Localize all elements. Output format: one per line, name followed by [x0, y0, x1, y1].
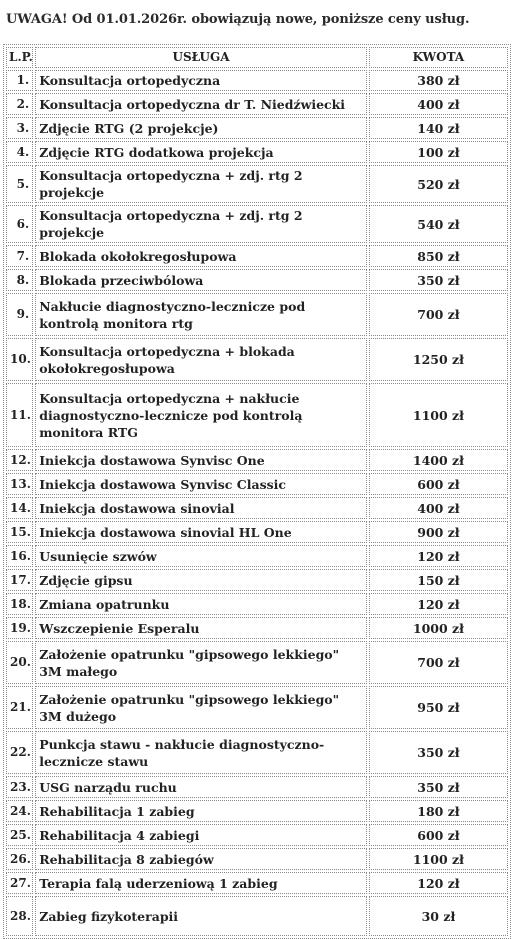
price-table-body — [6, 70, 508, 936]
row-amount: 950 zł — [369, 686, 508, 729]
row-service: Nakłucie diagnostyczno-lecznicze pod kontrolą monitora rtg — [35, 293, 367, 336]
row-amount: 350 zł — [369, 776, 508, 798]
row-amount: 100 zł — [369, 141, 508, 163]
row-lp: 13. — [6, 473, 33, 495]
row-amount: 380 zł — [369, 70, 508, 91]
row-lp: 1. — [6, 70, 33, 91]
row-amount: 400 zł — [369, 497, 508, 519]
price-notice: UWAGA! Od 01.01.2026r. obowiązują nowe, poniższe ceny usług. — [6, 12, 470, 27]
row-lp: 14. — [6, 497, 33, 519]
row-amount: 700 zł — [369, 641, 508, 684]
row-service: Założenie opatrunku "gipsowego lekkiego" 3M dużego — [35, 686, 367, 729]
row-service: Konsultacja ortopedyczna dr T. Niedźwiecki — [35, 93, 367, 115]
table-row — [6, 617, 508, 639]
row-amount: 400 zł — [369, 93, 508, 115]
table-row — [6, 165, 508, 203]
row-lp: 9. — [6, 293, 33, 336]
row-service: USG narządu ruchu — [35, 776, 367, 798]
table-row — [6, 205, 508, 243]
row-lp: 27. — [6, 872, 33, 894]
table-row — [6, 521, 508, 543]
table-row — [6, 117, 508, 139]
row-amount: 900 zł — [369, 521, 508, 543]
row-lp: 7. — [6, 245, 33, 267]
row-lp: 4. — [6, 141, 33, 163]
row-amount: 520 zł — [369, 165, 508, 203]
table-row — [6, 70, 508, 91]
row-service: Zdjęcie gipsu — [35, 569, 367, 591]
row-service: Iniekcja dostawowa sinovial — [35, 497, 367, 519]
row-lp: 5. — [6, 165, 33, 203]
table-row — [6, 824, 508, 846]
table-row — [6, 776, 508, 798]
row-service: Konsultacja ortopedyczna + blokada okołokregosłupowa — [35, 338, 367, 381]
row-lp: 18. — [6, 593, 33, 615]
row-lp: 11. — [6, 383, 33, 447]
row-lp: 21. — [6, 686, 33, 729]
row-amount: 120 zł — [369, 872, 508, 894]
row-service: Konsultacja ortopedyczna + zdj. rtg 2 projekcje — [35, 205, 367, 243]
table-row — [6, 569, 508, 591]
table-row — [6, 593, 508, 615]
row-lp: 22. — [6, 731, 33, 774]
row-amount: 600 zł — [369, 824, 508, 846]
table-row — [6, 800, 508, 822]
table-row — [6, 473, 508, 495]
header-service: USŁUGA — [35, 47, 367, 68]
table-row — [6, 731, 508, 774]
price-table — [3, 44, 511, 939]
table-row — [6, 338, 508, 381]
row-service: Rehabilitacja 1 zabieg — [35, 800, 367, 822]
table-row — [6, 848, 508, 870]
row-amount: 120 zł — [369, 593, 508, 615]
row-lp: 12. — [6, 449, 33, 471]
table-header-row — [6, 47, 508, 68]
row-service: Zdjęcie RTG (2 projekcje) — [35, 117, 367, 139]
row-service: Usunięcie szwów — [35, 545, 367, 567]
table-row — [6, 545, 508, 567]
row-lp: 2. — [6, 93, 33, 115]
row-service: Konsultacja ortopedyczna + nakłucie diagnostyczno-lecznicze pod kontrolą monitora RTG — [35, 383, 367, 447]
table-row — [6, 641, 508, 684]
row-lp: 19. — [6, 617, 33, 639]
row-amount: 1100 zł — [369, 383, 508, 447]
row-amount: 350 zł — [369, 269, 508, 291]
row-amount: 1400 zł — [369, 449, 508, 471]
row-amount: 600 zł — [369, 473, 508, 495]
header-lp: L.P. — [6, 47, 33, 68]
row-service: Konsultacja ortopedyczna + zdj. rtg 2 projekcje — [35, 165, 367, 203]
row-service: Założenie opatrunku "gipsowego lekkiego" 3M małego — [35, 641, 367, 684]
row-lp: 15. — [6, 521, 33, 543]
row-amount: 1250 zł — [369, 338, 508, 381]
row-service: Rehabilitacja 4 zabiegi — [35, 824, 367, 846]
row-lp: 10. — [6, 338, 33, 381]
row-amount: 540 zł — [369, 205, 508, 243]
table-row — [6, 872, 508, 894]
row-amount: 1100 zł — [369, 848, 508, 870]
row-lp: 6. — [6, 205, 33, 243]
row-service: Blokada okołokregosłupowa — [35, 245, 367, 267]
row-service: Zmiana opatrunku — [35, 593, 367, 615]
row-lp: 20. — [6, 641, 33, 684]
row-amount: 700 zł — [369, 293, 508, 336]
row-service: Terapia falą uderzeniową 1 zabieg — [35, 872, 367, 894]
row-service: Zabieg fizykoterapii — [35, 896, 367, 936]
row-lp: 8. — [6, 269, 33, 291]
table-row — [6, 245, 508, 267]
row-service: Blokada przeciwbólowa — [35, 269, 367, 291]
table-row — [6, 896, 508, 936]
table-row — [6, 686, 508, 729]
table-row — [6, 293, 508, 336]
row-lp: 23. — [6, 776, 33, 798]
table-row — [6, 93, 508, 115]
row-service: Iniekcja dostawowa Synvisc Classic — [35, 473, 367, 495]
row-service: Zdjęcie RTG dodatkowa projekcja — [35, 141, 367, 163]
table-row — [6, 497, 508, 519]
row-amount: 850 zł — [369, 245, 508, 267]
row-amount: 150 zł — [369, 569, 508, 591]
row-amount: 120 zł — [369, 545, 508, 567]
row-service: Wszczepienie Esperalu — [35, 617, 367, 639]
header-amount: KWOTA — [369, 47, 508, 68]
row-lp: 28. — [6, 896, 33, 936]
row-service: Iniekcja dostawowa sinovial HL One — [35, 521, 367, 543]
row-service: Punkcja stawu - nakłucie diagnostyczno-lecznicze stawu — [35, 731, 367, 774]
row-lp: 17. — [6, 569, 33, 591]
table-row — [6, 269, 508, 291]
row-service: Konsultacja ortopedyczna — [35, 70, 367, 91]
row-service: Rehabilitacja 8 zabiegów — [35, 848, 367, 870]
row-lp: 26. — [6, 848, 33, 870]
table-row — [6, 449, 508, 471]
row-service: Iniekcja dostawowa Synvisc One — [35, 449, 367, 471]
row-amount: 1000 zł — [369, 617, 508, 639]
row-lp: 3. — [6, 117, 33, 139]
row-amount: 30 zł — [369, 896, 508, 936]
row-amount: 350 zł — [369, 731, 508, 774]
row-amount: 140 zł — [369, 117, 508, 139]
row-lp: 16. — [6, 545, 33, 567]
row-lp: 24. — [6, 800, 33, 822]
table-row — [6, 141, 508, 163]
row-lp: 25. — [6, 824, 33, 846]
table-row — [6, 383, 508, 447]
row-amount: 180 zł — [369, 800, 508, 822]
